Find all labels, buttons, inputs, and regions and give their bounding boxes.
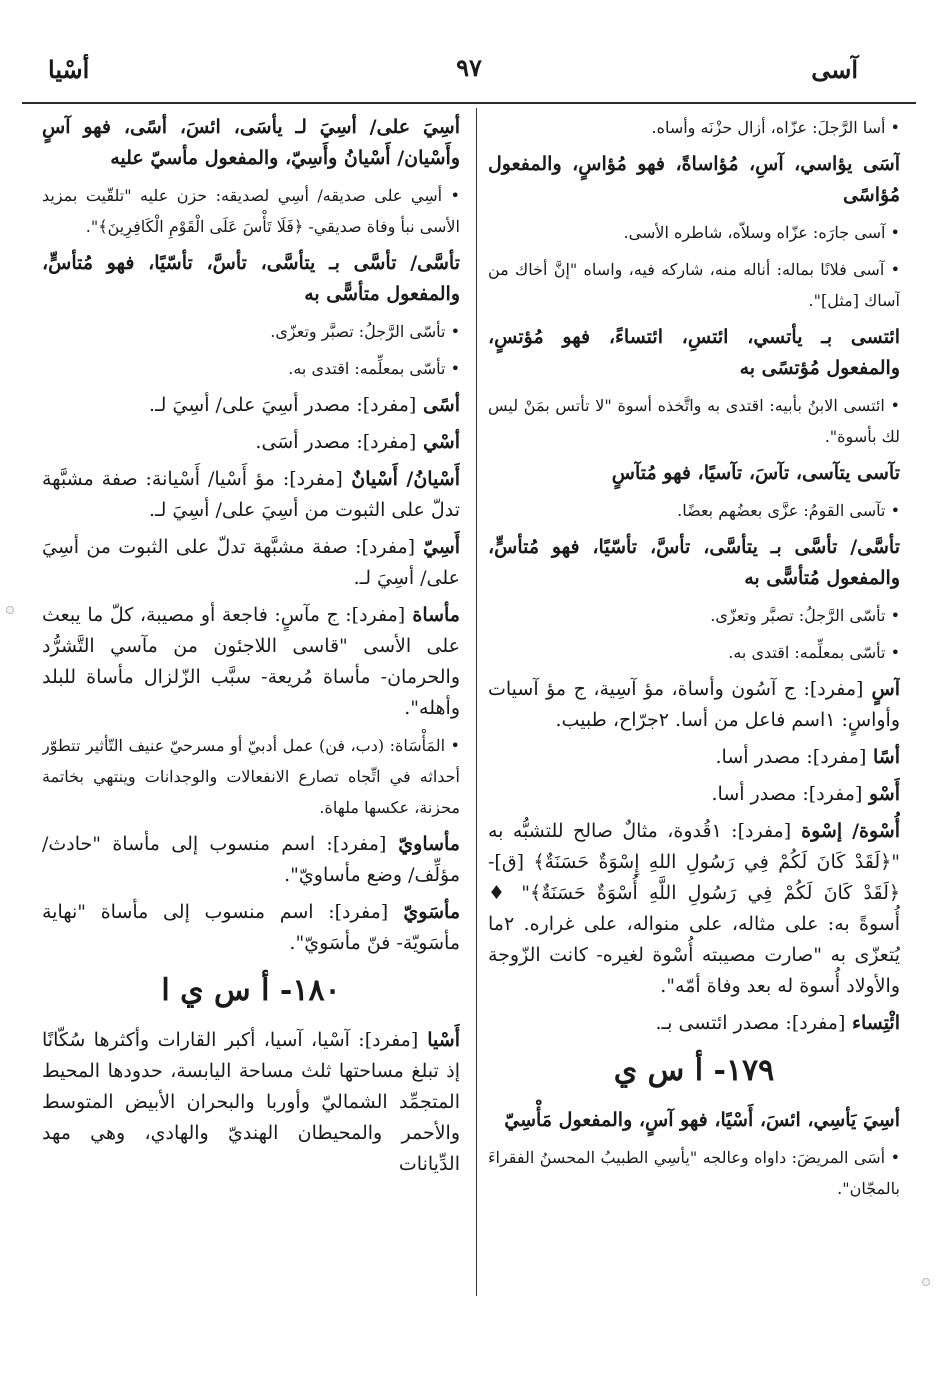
sense-line: • تأسّى بمعلِّمه: اقتدى به.: [288, 359, 460, 378]
entry-headword-term: آسٍ: [871, 678, 900, 700]
entry-headword: [488, 1008, 900, 1039]
entry-headword-term: أَسْيا: [427, 1029, 460, 1051]
root-heading: ١٧٩- أ س ي: [613, 1053, 775, 1088]
entry-definition: [مفرد]: مصدر أسا.: [711, 783, 863, 805]
entry-definition: [مفرد]: اسم منسوب إلى مأساة "نهاية مأسَويّة- فنّ مأسَويّ".: [42, 901, 460, 954]
entry-headword-term: أسًى: [422, 394, 460, 416]
entry-headword: [42, 532, 460, 594]
entry-headword-term: أَسِيّ: [422, 536, 460, 558]
right-column: [488, 112, 900, 1292]
entry-headword-term: أسًا: [873, 746, 900, 768]
margin-dot-mark: [6, 606, 14, 614]
sense-line: • أسِي على صديقه/ أسِي لصديقه: حزن عليه "تلقّيت بمزيد الأسى نبأ وفاة صديقي- ﴿فَلَا تَأْسَ عَلَى الْقَوْمِ الْكَافِرِينَ﴾".: [42, 186, 460, 236]
entry-headword: تآسى يتآسى، تآسَ، تآسيًا، فهو مُتآسٍ: [611, 462, 900, 484]
entry-definition: [مفرد]: ج آسُون وأساة، مؤ آسِية، ج مؤ آسيات وأواسٍ: ١اسم فاعل من أسا. ٢جرّاح، طبيب.: [488, 678, 900, 731]
entry-headword: [488, 779, 900, 810]
entry-headword-term: مأساة: [412, 604, 460, 626]
entry-definition: [مفرد]: مصدر أسا.: [715, 746, 867, 768]
entry-headword-term: أَسْيانُ/ أَسْيانٌ: [351, 468, 460, 490]
entry-headword: [42, 1025, 460, 1180]
entry-definition: [مفرد]: مصدر أسِيَ على/ أسِيَ لـ.: [149, 394, 417, 416]
entry-headword: ائتسى بـ يأتسي، ائتسِ، ائتساءً، فهو مُؤتسٍ، والمفعول مُؤتسًى به: [488, 326, 900, 379]
entry-headword-term: مأساويّ: [398, 833, 460, 855]
entry-headword-term: أُسْوة/ إسْوة: [801, 820, 900, 842]
entry-headword: [42, 427, 460, 458]
sense-line: • المَأْسَاة: (دب، فن) عمل أدبيّ أو مسرحيّ عنيف التّأثير تتطوّر أحداثه في اتِّجاه تصارع الانفعالات والوجدانات وينتهي بخاتمة محزنة، عكسها ملهاة.: [42, 736, 460, 817]
entry-headword: تأسَّى/ تأسَّى بـ يتأسَّى، تأسَّ، تأسّيًا، فهو مُتأسٍّ، والمفعول متأسًّى به: [42, 252, 460, 305]
entry-headword: تأسَّى/ تأسَّى بـ يتأسَّى، تأسَّ، تأسّيًا، فهو مُتأسٍّ، والمفعول مُتأسًّى به: [488, 536, 900, 589]
entry-headword: آسَى يؤاسي، آسِ، مُؤاساةً، فهو مُؤاسٍ، والمفعول مُؤاسًى: [488, 153, 900, 206]
entry-headword: [488, 816, 900, 1002]
entry-headword: [42, 829, 460, 891]
entry-headword: [42, 600, 460, 724]
sense-line: • تأسّى الرَّجلُ: تصبَّر وتعزّى.: [270, 322, 460, 341]
entry-headword: [42, 464, 460, 526]
sense-line: • تأسّى الرَّجلُ: تصبَّر وتعزّى.: [710, 606, 900, 625]
entry-headword: [42, 897, 460, 959]
entry-definition: [مفرد]: مصدر أسَى.: [255, 431, 417, 453]
entry-headword: أسِيَ يَأسِي، ائسَ، أَسْيًا، فهو آسٍ، والمفعول مَأْسِيّ: [504, 1109, 900, 1131]
sense-line: • تأسّى بمعلِّمه: اقتدى به.: [728, 643, 900, 662]
entry-definition: [مفرد]: اسم منسوب إلى مأساة "حادث/ مؤلِّف/ وضع مأساويّ".: [42, 833, 460, 886]
left-column: [42, 112, 460, 1292]
entry-headword-term: ائْتِساء: [852, 1012, 900, 1034]
entry-headword: [488, 742, 900, 773]
sense-line: • ائتسى الابنُ بأبيه: اقتدى به واتَّخذه أسوة "لا تأتس بمَنْ ليس لك بأسوة".: [488, 396, 900, 446]
entry-headword-term: أسْي: [422, 431, 460, 453]
entry-definition: [مفرد]: آسْيا، آسيا، أكبر القارات وأكثرها سُكّانًا إذ تبلغ مساحتها ثلث مساحة اليابسة، حدودها المحيط المتجمِّد الشماليّ وأوربا والبحران الأبيض المتوسط والأحمر والمحيطان الهنديّ والهادي، وهي مهد الدِّيانات: [42, 1029, 460, 1175]
entry-definition: [مفرد]: ١قُدوة، مثالٌ صالح للتشبُّه به "﴿لَقَدْ كَانَ لَكُمْ فِي رَسُولِ اللهِ إِسْوَةٌ حَسَنَةٌ﴾ [ق]- ﴿لَقَدْ كَانَ لَكُمْ فِي رَسُولِ اللَّهِ أُسْوَةٌ حَسَنَةٌ﴾" ♦ أُسوةً به: على مثاله، على منواله، على غراره. ٢ما يُتعزّى به "صارت مصيبته أُسْوة لغيره- كانت الزّوجة والأولاد أُسوة له بعد وفاة أمّه".: [488, 820, 900, 997]
sense-line: • أسَى المريضَ: داواه وعالجه "يأسِي الطبيبُ المحسنُ الفقراءَ بالمجّان".: [488, 1148, 900, 1198]
root-heading: ١٨٠- أ س ي ا: [161, 973, 341, 1008]
entry-headword: [42, 390, 460, 421]
entry-definition: [مفرد]: مؤ أَسْيا/ أَسْيانة: صفة مشبَّهة تدلّ على الثبوت من أسِيَ على/ أسِيَ لـ.: [42, 468, 460, 521]
entry-headword: أسِيَ على/ أسِيَ لـ يأسَى، ائسَ، أسًى، فهو آسٍ وأَسْيان/ أَسْيانُ وأَسِيّ، والمفعول مأسيّ عليه: [42, 116, 460, 169]
sense-line: • آسى فلانًا بماله: أناله منه، شاركه فيه، واساه "إنَّ أخاك من آساك [مثل]".: [488, 260, 900, 310]
sense-line: • أسا الرَّجلَ: عزّاه، أزال حزْنَه وأساه.: [651, 118, 900, 137]
running-head-last-word: أسْيا: [48, 55, 90, 84]
entry-definition: [مفرد]: ج مآسٍ: فاجعة أو مصيبة، كلّ ما يبعث على الأسى "قاسى اللاجئون من مآسي التَّشرُّد والحرمان- مأساة مُريعة- سبَّب الزّلزال مأساة للبلد وأهله".: [42, 604, 460, 719]
margin-dot-mark: [922, 1278, 930, 1286]
entry-headword: [488, 674, 900, 736]
entry-definition: [مفرد]: مصدر ائتسى بـ.: [655, 1012, 846, 1034]
sense-line: • آسى جارَه: عزّاه وسلاّه، شاطره الأسى.: [623, 223, 900, 242]
column-divider: [476, 108, 477, 1296]
entry-headword-term: مأسَويّ: [403, 901, 460, 923]
page-number: ٩٧: [456, 53, 482, 82]
sense-line: • تآسى القومُ: عزَّى بعضُهم بعضًا.: [677, 501, 900, 520]
entry-headword-term: أَسْو: [868, 783, 900, 805]
header-rule: [22, 102, 916, 104]
running-head-first-word: آسى: [811, 55, 858, 84]
entry-definition: [مفرد]: صفة مشبَّهة تدلّ على الثبوت من أسِيَ على/ أسِيَ لـ.: [42, 536, 460, 589]
